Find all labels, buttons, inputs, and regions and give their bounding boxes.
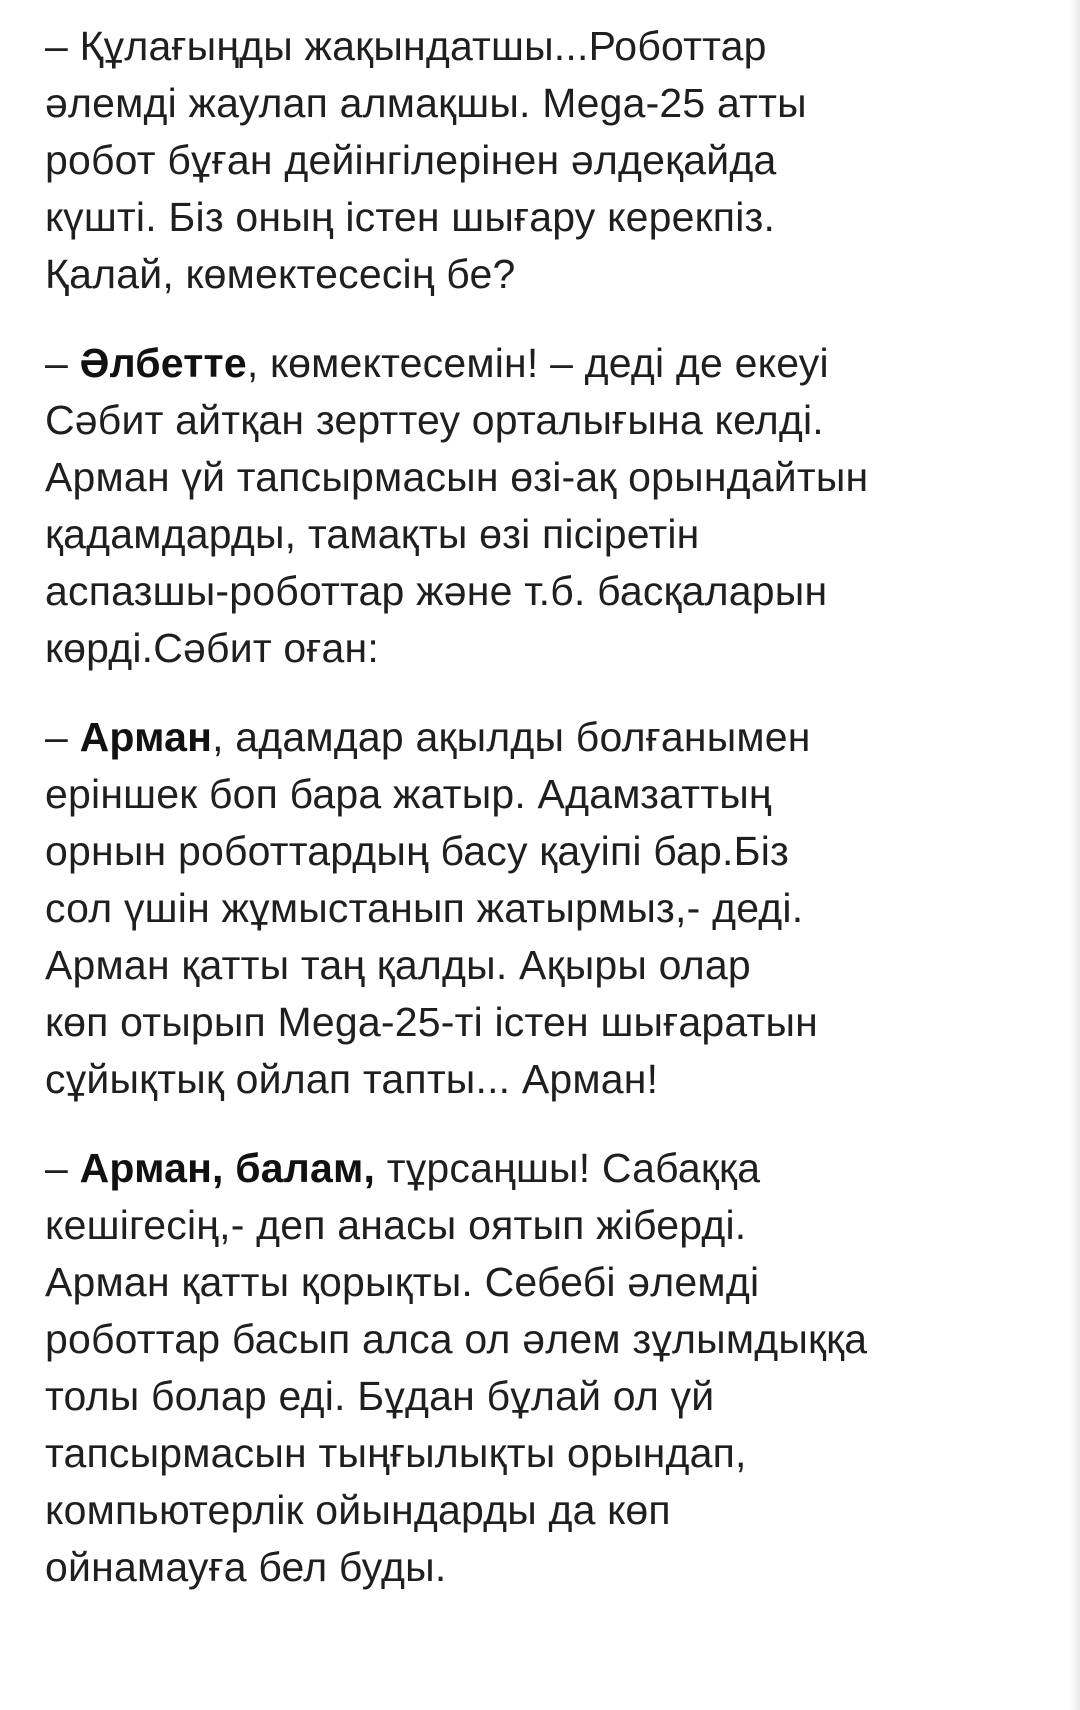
text-segment: – <box>45 1145 80 1191</box>
text-segment: – <box>45 714 80 760</box>
text-segment: ойнамауға бел буды. <box>45 1544 447 1590</box>
text-line <box>45 506 1055 563</box>
text-segment: сұйықтық ойлап тапты... Арман! <box>45 1056 659 1102</box>
text-segment: – <box>45 340 80 386</box>
text-segment: – Құлағыңды жақындатшы...Роботтар <box>45 23 767 69</box>
text-segment: Қалай, көмектесесің бе? <box>45 251 516 297</box>
text-segment: , адамдар ақылды болғанымен <box>212 714 811 760</box>
text-line <box>45 620 1055 677</box>
bold-text: Арман <box>79 714 213 760</box>
text-line <box>45 1051 1055 1108</box>
text-segment: әлемді жаулап алмақшы. Mega-25 атты <box>45 80 807 126</box>
text-segment: компьютерлік ойындарды да көп <box>45 1487 671 1533</box>
text-line <box>45 246 1055 303</box>
paragraph <box>45 335 1055 677</box>
text-line <box>45 937 1055 994</box>
text-segment: орнын роботтардың басу қауіпі бар.Біз <box>45 828 789 874</box>
text-line <box>45 994 1055 1051</box>
text-segment: еріншек боп бара жатыр. Адамзаттың <box>45 771 772 817</box>
text-line <box>45 189 1055 246</box>
page-edge-shadow <box>1070 0 1080 1710</box>
text-line <box>45 132 1055 189</box>
text-line <box>45 1368 1055 1425</box>
paragraph <box>45 709 1055 1108</box>
text-line <box>45 1197 1055 1254</box>
story-text <box>45 18 1055 1628</box>
text-segment: тұрсаңшы! Сабаққа <box>375 1145 761 1191</box>
text-line <box>45 766 1055 823</box>
text-line <box>45 1311 1055 1368</box>
text-segment: , көмектесемін! – деді де екеуі <box>246 340 829 386</box>
text-segment: Арман қатты қорықты. Себебі әлемді <box>45 1259 760 1305</box>
text-line <box>45 709 1055 766</box>
text-segment: роботтар басып алса ол әлем зұлымдыққа <box>45 1316 868 1362</box>
text-segment: толы болар еді. Бұдан бұлай ол үй <box>45 1373 715 1419</box>
text-line <box>45 1482 1055 1539</box>
text-line <box>45 563 1055 620</box>
bold-text: Әлбетте <box>79 340 247 386</box>
text-line <box>45 335 1055 392</box>
text-segment: күшті. Біз оның істен шығару керекпіз. <box>45 194 776 240</box>
text-segment: Сәбит айтқан зерттеу орталығына келді. <box>45 397 824 443</box>
text-line <box>45 449 1055 506</box>
text-line <box>45 18 1055 75</box>
text-segment: тапсырмасын тыңғылықты орындап, <box>45 1430 747 1476</box>
text-line <box>45 1140 1055 1197</box>
text-segment: Арман үй тапсырмасын өзі-ақ орындайтын <box>45 454 869 500</box>
bold-text: Арман, балам, <box>79 1145 376 1191</box>
text-line <box>45 1425 1055 1482</box>
text-segment: робот бұған дейінгілерінен әлдеқайда <box>45 137 777 183</box>
text-segment: сол үшін жұмыстанып жатырмыз,- деді. <box>45 885 804 931</box>
text-segment: қадамдарды, тамақты өзі пісіретін <box>45 511 700 557</box>
text-line <box>45 392 1055 449</box>
text-segment: аспазшы-роботтар және т.б. басқаларын <box>45 568 828 614</box>
text-segment: кешігесің,- деп анасы оятып жіберді. <box>45 1202 747 1248</box>
text-segment: Арман қатты таң қалды. Ақыры олар <box>45 942 751 988</box>
text-line <box>45 1254 1055 1311</box>
text-line <box>45 880 1055 937</box>
text-line <box>45 75 1055 132</box>
text-line <box>45 823 1055 880</box>
text-segment: көп отырып Mega-25-ті істен шығаратын <box>45 999 818 1045</box>
text-line <box>45 1539 1055 1596</box>
text-segment: көрді.Сәбит оған: <box>45 625 379 671</box>
paragraph <box>45 1140 1055 1596</box>
paragraph <box>45 18 1055 303</box>
